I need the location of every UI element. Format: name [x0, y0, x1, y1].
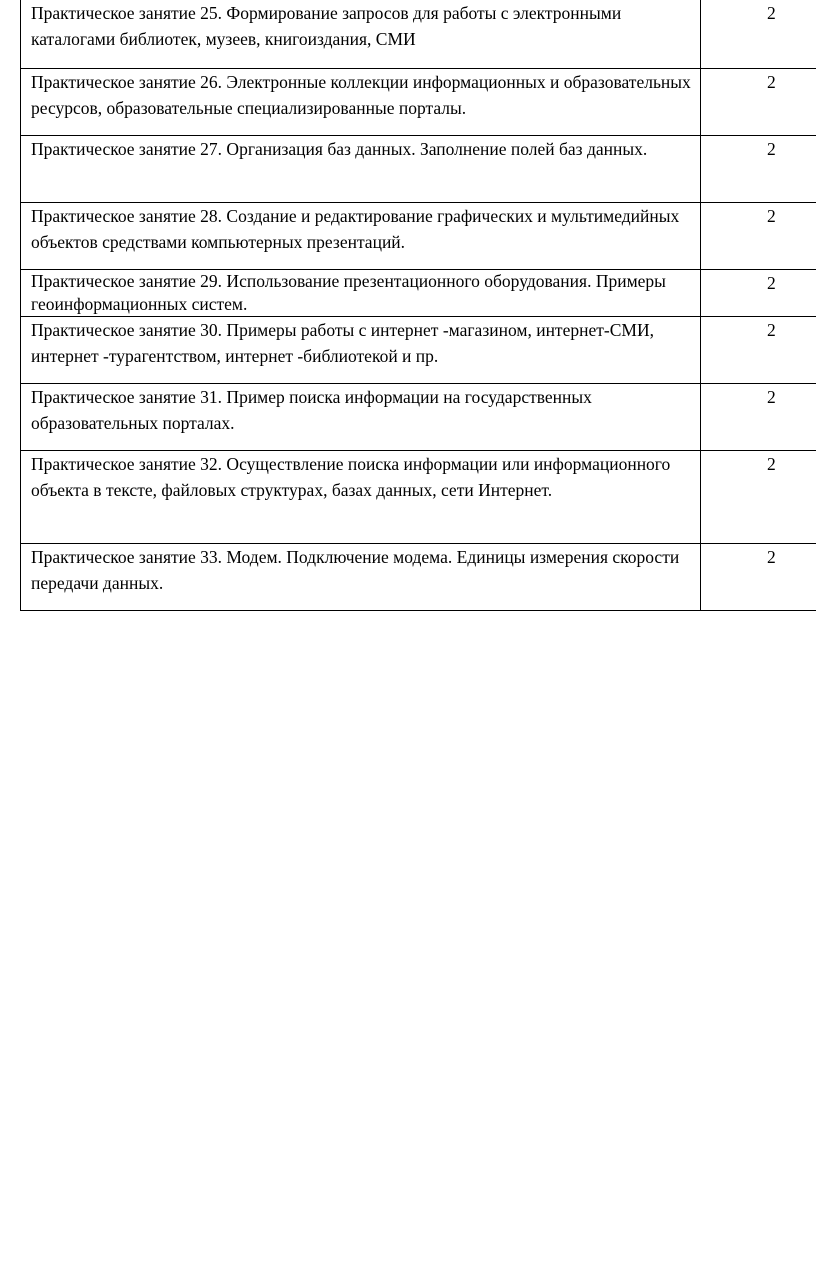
hours-cell [701, 68, 816, 135]
table-row [21, 543, 816, 610]
hours-cell [701, 202, 816, 269]
hours-value: 2 [767, 386, 776, 407]
hours-value: 2 [767, 546, 776, 567]
hours-value: 2 [767, 205, 776, 226]
topic-cell [21, 68, 701, 135]
topic-cell [21, 383, 701, 450]
hours-value: 2 [767, 272, 776, 293]
topic-text: Практическое занятие 30. Примеры работы с интернет -магазином, интернет-СМИ, интернет -турагентством, интернет -библиотекой и пр. [31, 319, 654, 366]
topic-text: Практическое занятие 28. Создание и редактирование графических и мультимедийных объектов средствами компьютерных презентаций. [31, 205, 680, 252]
table-row [21, 269, 816, 316]
topic-text: Практическое занятие 29. Использование презентационного оборудования. Примеры геоинформационных систем. [31, 270, 666, 314]
topic-text: Практическое занятие 33. Модем. Подключение модема. Единицы измерения скорости передачи данных. [31, 546, 680, 593]
topic-cell [21, 135, 701, 202]
hours-cell [701, 383, 816, 450]
topic-cell [21, 543, 701, 610]
table-row [21, 202, 816, 269]
topic-cell [21, 316, 701, 383]
topic-text: Практическое занятие 27. Организация баз данных. Заполнение полей баз данных. [31, 138, 648, 159]
topic-cell [21, 269, 701, 316]
table-row [21, 450, 816, 543]
hours-cell [701, 269, 816, 316]
topic-cell [21, 0, 701, 68]
lesson-plan-table [20, 0, 816, 611]
hours-cell [701, 450, 816, 543]
table-row [21, 68, 816, 135]
hours-cell [701, 543, 816, 610]
topic-text: Практическое занятие 32. Осуществление поиска информации или информационного объекта в тексте, файловых структурах, базах данных, сети Интернет. [31, 453, 671, 500]
hours-value: 2 [767, 3, 776, 23]
topic-cell [21, 202, 701, 269]
hours-value: 2 [767, 138, 776, 159]
topic-text: Практическое занятие 25. Формирование запросов для работы с электронными каталогами библиотек, музеев, книгоиздания, СМИ [31, 3, 622, 49]
hours-cell [701, 316, 816, 383]
topic-cell [21, 450, 701, 543]
hours-value: 2 [767, 453, 776, 474]
hours-cell [701, 0, 816, 68]
table-row [21, 0, 816, 68]
hours-value: 2 [767, 71, 776, 92]
topic-text: Практическое занятие 26. Электронные коллекции информационных и образовательных ресурсов, образовательные специализированные порталы. [31, 71, 691, 118]
table-row [21, 135, 816, 202]
topic-text: Практическое занятие 31. Пример поиска информации на государственных образовательных порталах. [31, 386, 592, 433]
hours-cell [701, 135, 816, 202]
hours-value: 2 [767, 319, 776, 340]
table-row [21, 383, 816, 450]
table-row [21, 316, 816, 383]
